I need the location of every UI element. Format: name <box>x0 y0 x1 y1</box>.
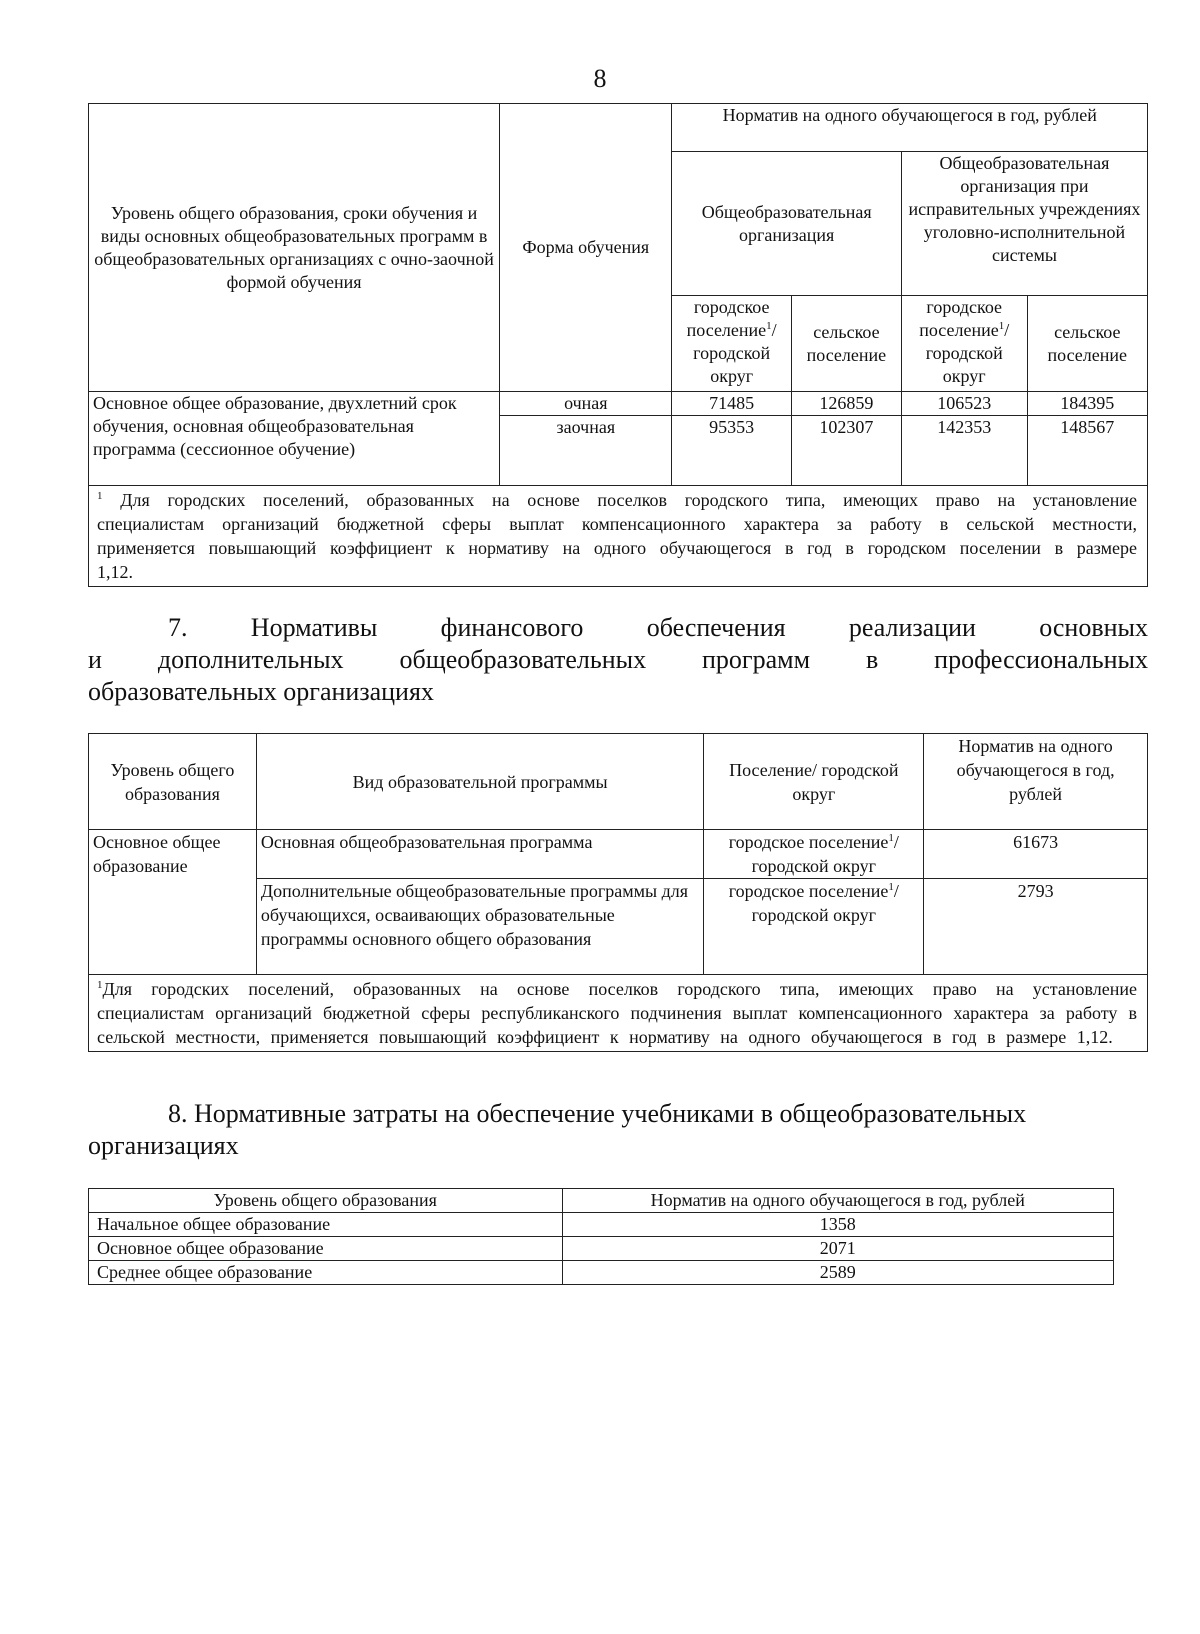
header-level: Уровень общего образования <box>89 734 257 830</box>
header-norm: Норматив на одного обучающегося в год, рублей <box>562 1189 1113 1213</box>
footnote: $^1$ Для городских поселений, образованных на основе поселков городского типа, имеющих право на установление специалистам организаций бюджетной сферы выплат компенсационного характера за работу в сельской местности, применяется повышающий коэффициент к нормативу на одного обучающегося в год в городском поселении в размере 1,12. <box>89 486 1148 587</box>
level-cell: Основное общее образование <box>89 1237 563 1261</box>
level-cell: Основное общее образование <box>89 830 257 975</box>
cell-value: 95353 <box>672 416 791 486</box>
table-norms-part-time <box>88 103 1148 587</box>
header-program: Вид образовательной программы <box>256 734 704 830</box>
cell-form: очная <box>500 392 672 416</box>
table-norms-professional <box>88 733 1148 1052</box>
page-number: 8 <box>593 64 607 93</box>
cell-value: 142353 <box>901 416 1027 486</box>
cell-value: 106523 <box>901 392 1027 416</box>
norm-cell: 2071 <box>562 1237 1113 1261</box>
header-level: Уровень общего образования <box>89 1189 563 1213</box>
header-norm: Норматив на одного обучающегося в год, рублей <box>924 734 1148 830</box>
settlement-cell: городское поселение$^1$/ городской округ <box>704 879 924 975</box>
row-label: Основное общее образование, двухлетний срок обучения, основная общеобразовательная программа (сессионное обучение) <box>89 392 500 486</box>
cell-value: 148567 <box>1027 416 1147 486</box>
table-textbook-costs <box>88 1188 1114 1285</box>
table-row <box>89 830 1148 879</box>
table-row <box>89 392 1148 416</box>
header-norm: Норматив на одного обучающегося в год, рублей <box>672 104 1148 152</box>
header-general-org: Общеобразовательная организация <box>672 152 901 296</box>
table-row <box>89 1237 1114 1261</box>
cell-form: заочная <box>500 416 672 486</box>
table-row <box>89 1261 1114 1285</box>
header-settlement: Поселение/ городской округ <box>704 734 924 830</box>
header-form: Форма обучения <box>500 104 672 392</box>
cell-value: 71485 <box>672 392 791 416</box>
footnote: $^1$Для городских поселений, образованных на основе поселков городского типа, имеющих право на установление специалистам организаций бюджетной сферы республиканского подчинения выплат компенсационного характера за работу в сельской местности, применяется повышающий коэффициент к нормативу на одного обучающегося в год в размере 1,12. <box>89 975 1148 1052</box>
header-level: Уровень общего образования, сроки обучения и виды основных общеобразовательных программ в общеобразовательных организациях с очно-заочной формой обучения <box>89 104 500 392</box>
header-general-urban: городское поселение$^1$/ городской округ <box>672 296 791 392</box>
level-cell: Среднее общее образование <box>89 1261 563 1285</box>
norm-cell: 2793 <box>924 879 1148 975</box>
norm-cell: 61673 <box>924 830 1148 879</box>
header-corr-urban: городское поселение$^1$/ городской округ <box>901 296 1027 392</box>
level-cell: Начальное общее образование <box>89 1213 563 1237</box>
cell-value: 126859 <box>791 392 901 416</box>
section-7-heading: 7. Нормативы финансового обеспечения реализации основных и дополнительных общеобразовательных программ в профессиональных образовательных организациях <box>88 613 1148 706</box>
program-cell: Дополнительные общеобразовательные программы для обучающихся, осваивающих образовательные программы основного общего образования <box>256 879 704 975</box>
norm-cell: 1358 <box>562 1213 1113 1237</box>
program-cell: Основная общеобразовательная программа <box>256 830 704 879</box>
header-correctional-org: Общеобразовательная организация при исправительных учреждениях уголовно-исполнительной системы <box>901 152 1147 296</box>
header-general-rural: сельское поселение <box>791 296 901 392</box>
header-corr-rural: сельское поселение <box>1027 296 1147 392</box>
cell-value: 184395 <box>1027 392 1147 416</box>
settlement-cell: городское поселение$^1$/ городской округ <box>704 830 924 879</box>
section-8-heading: 8. Нормативные затраты на обеспечение учебниками в общеобразовательных организациях <box>88 1099 1027 1160</box>
table-row <box>89 1213 1114 1237</box>
cell-value: 102307 <box>791 416 901 486</box>
norm-cell: 2589 <box>562 1261 1113 1285</box>
